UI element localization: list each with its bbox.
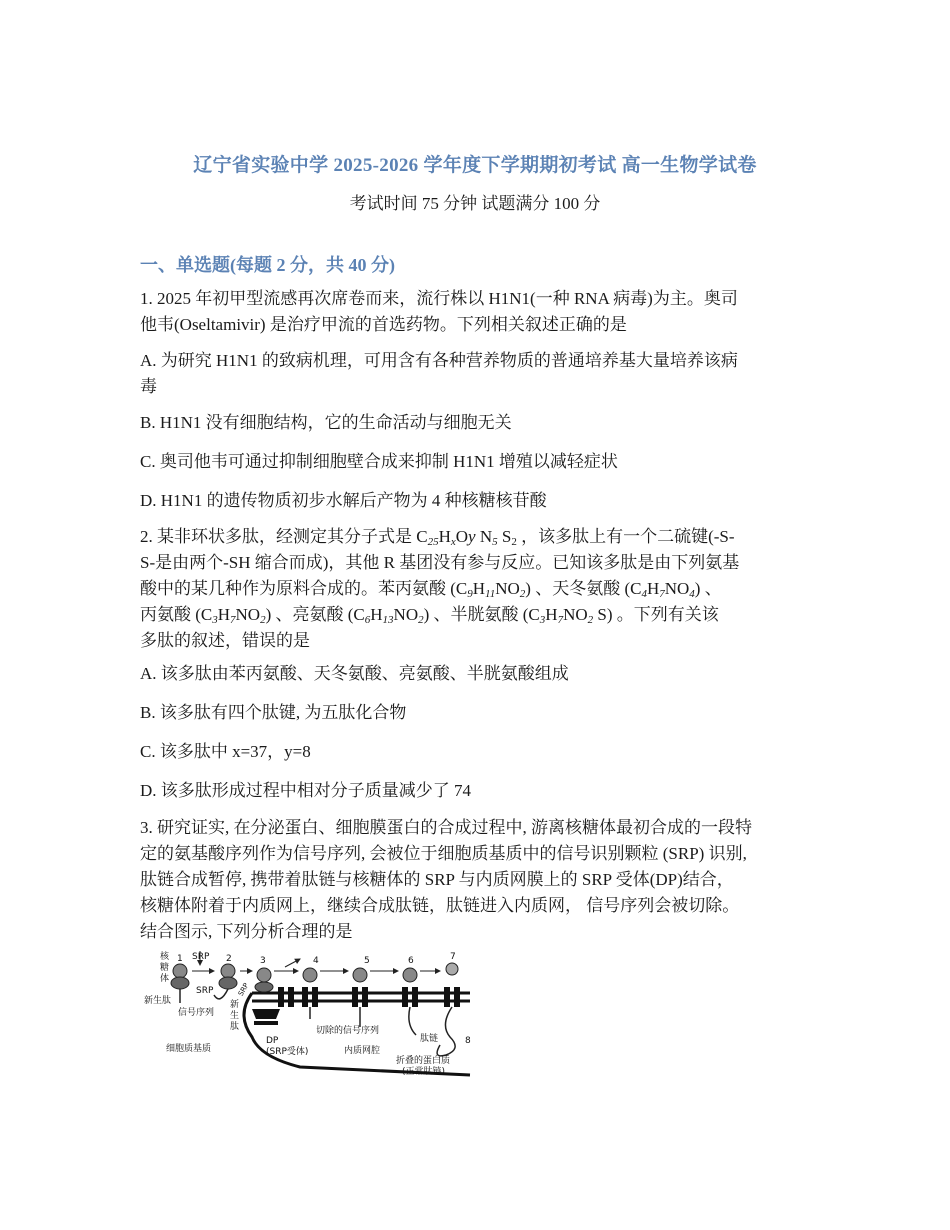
step-number-3: 3 xyxy=(260,956,266,966)
label-ribosome-3: 体 xyxy=(160,974,170,984)
label-signal-sequence: 信号序列 xyxy=(178,1008,215,1018)
exam-subtitle: 考试时间 75 分钟 试题满分 100 分 xyxy=(349,194,601,213)
step-number-2: 2 xyxy=(226,954,232,964)
exam-title: 辽宁省实验中学 2025-2026 学年度下学期期初考试 高一生物学试卷 xyxy=(193,155,757,176)
label-new-3: 肽 xyxy=(230,1022,240,1032)
step-number-5: 5 xyxy=(364,956,370,966)
question-2-option-d: D. 该多肽形成过程中相对分子质量减少了 74 xyxy=(140,781,472,800)
question-3-stem: 3. 研究证实, 在分泌蛋白、细胞膜蛋白的合成过程中, 游离核糖体最初合成的一段特 定的氨基酸序列作为信号序列, 会被位于细胞质基质中的信号识别颗粒 (SRP) 识别, 肽链合成暂停, 携带着肽链与核糖体的 SRP 与内质网膜上的 SRP 受体(DP)结合， 核糖体附着于内质网上，继续合成肽链，肽链进入内质网， 信号序列会被切除。 结合图示, 下列分析合理的是 xyxy=(140,818,752,941)
figure-labels xyxy=(144,950,450,1077)
label-cytoplasm: 细胞质基质 xyxy=(166,1044,212,1054)
step-number-6: 6 xyxy=(408,956,414,966)
label-srp-side: SRP xyxy=(236,981,251,998)
label-new-2: 生 xyxy=(230,1011,240,1021)
ribosome-step-1 xyxy=(171,964,189,1003)
srp-diagram xyxy=(140,945,475,1080)
step-number-4: 4 xyxy=(313,956,319,966)
step-number-7: 7 xyxy=(450,952,456,962)
label-srp-mid: SRP xyxy=(196,986,214,996)
question-2-stem: 2. 某非环状多肽，经测定其分子式是 $C_{25}H_xOy$ $N_5$ $S_2$ ，该多肽上有一个二硫键(-S- S-是由两个-SH 缩合而成)，其他 R 基团没有参与反应。已知该多肽是由下列氨基 酸中的某几种作为原料合成的。苯丙氨酸 $(C_9H_{11}NO_2)$ 、天冬氨酸 $(C_4H_7NO_4)$ 、 丙氨酸 $(C_3H_7NO_2)$ 、亮氨酸 $(C_6H_{13}NO_2)$ 、半胱氨酸 ($C_3H_7NO_2$ S) 。下列有关该 多肽的叙述，错误的是 xyxy=(140,527,740,650)
question-2-option-c: C. 该多肽中 x=37，y=8 xyxy=(140,742,311,761)
question-1-stem: 1. 2025 年初甲型流感再次席卷而来，流行株以 H1N1(一种 RNA 病毒)为主。奥司 他韦(Oseltamivir) 是治疗甲流的首选药物。下列相关叙述正确的是 xyxy=(140,289,738,334)
label-normal-chain: (正常肽链) xyxy=(402,1067,446,1077)
label-cut-signal: 切除的信号序列 xyxy=(316,1026,380,1036)
question-1-option-c: C. 奥司他韦可通过抑制细胞壁合成来抑制 H1N1 增殖以减轻症状 xyxy=(140,452,618,471)
label-ribosome-1: 核 xyxy=(160,952,170,962)
ribosome-step-2 xyxy=(214,964,237,999)
srp-pathway-figure xyxy=(140,945,475,1080)
ribosome-step-3 xyxy=(255,968,273,992)
question-1-option-a: A. 为研究 H1N1 的致病机理，可用含有各种营养物质的普通培养基大量培养该病 毒 xyxy=(140,351,738,396)
question-2-option-a: A. 该多肽由苯丙氨酸、天冬氨酸、亮氨酸、半胱氨酸组成 xyxy=(140,664,569,683)
label-peptide-chain: 肽链 xyxy=(420,1034,439,1044)
question-1-option-b: B. H1N1 没有细胞结构，它的生命活动与细胞无关 xyxy=(140,413,512,432)
question-1-option-d: D. H1N1 的遗传物质初步水解后产物为 4 种核糖核苷酸 xyxy=(140,491,547,510)
label-folded-protein: 折叠的蛋白质 xyxy=(396,1056,451,1066)
section-heading: 一、单选题(每题 2 分，共 40 分) xyxy=(140,255,395,275)
label-new-1: 新 xyxy=(230,1000,240,1010)
label-dp-receptor: (SRP受体) xyxy=(266,1047,309,1057)
question-2-option-b: B. 该多肽有四个肽键, 为五肽化合物 xyxy=(140,703,407,722)
label-new-peptide: 新生肽 xyxy=(144,996,172,1006)
step-number-8: 8 xyxy=(465,1036,471,1046)
label-dp: DP xyxy=(266,1036,279,1046)
dp-receptor xyxy=(252,1009,280,1023)
label-ribosome-2: 糖 xyxy=(160,963,170,973)
label-srp-top: SRP xyxy=(192,952,210,962)
label-er-lumen: 内质网腔 xyxy=(344,1046,381,1056)
step-number-1: 1 xyxy=(177,954,183,964)
